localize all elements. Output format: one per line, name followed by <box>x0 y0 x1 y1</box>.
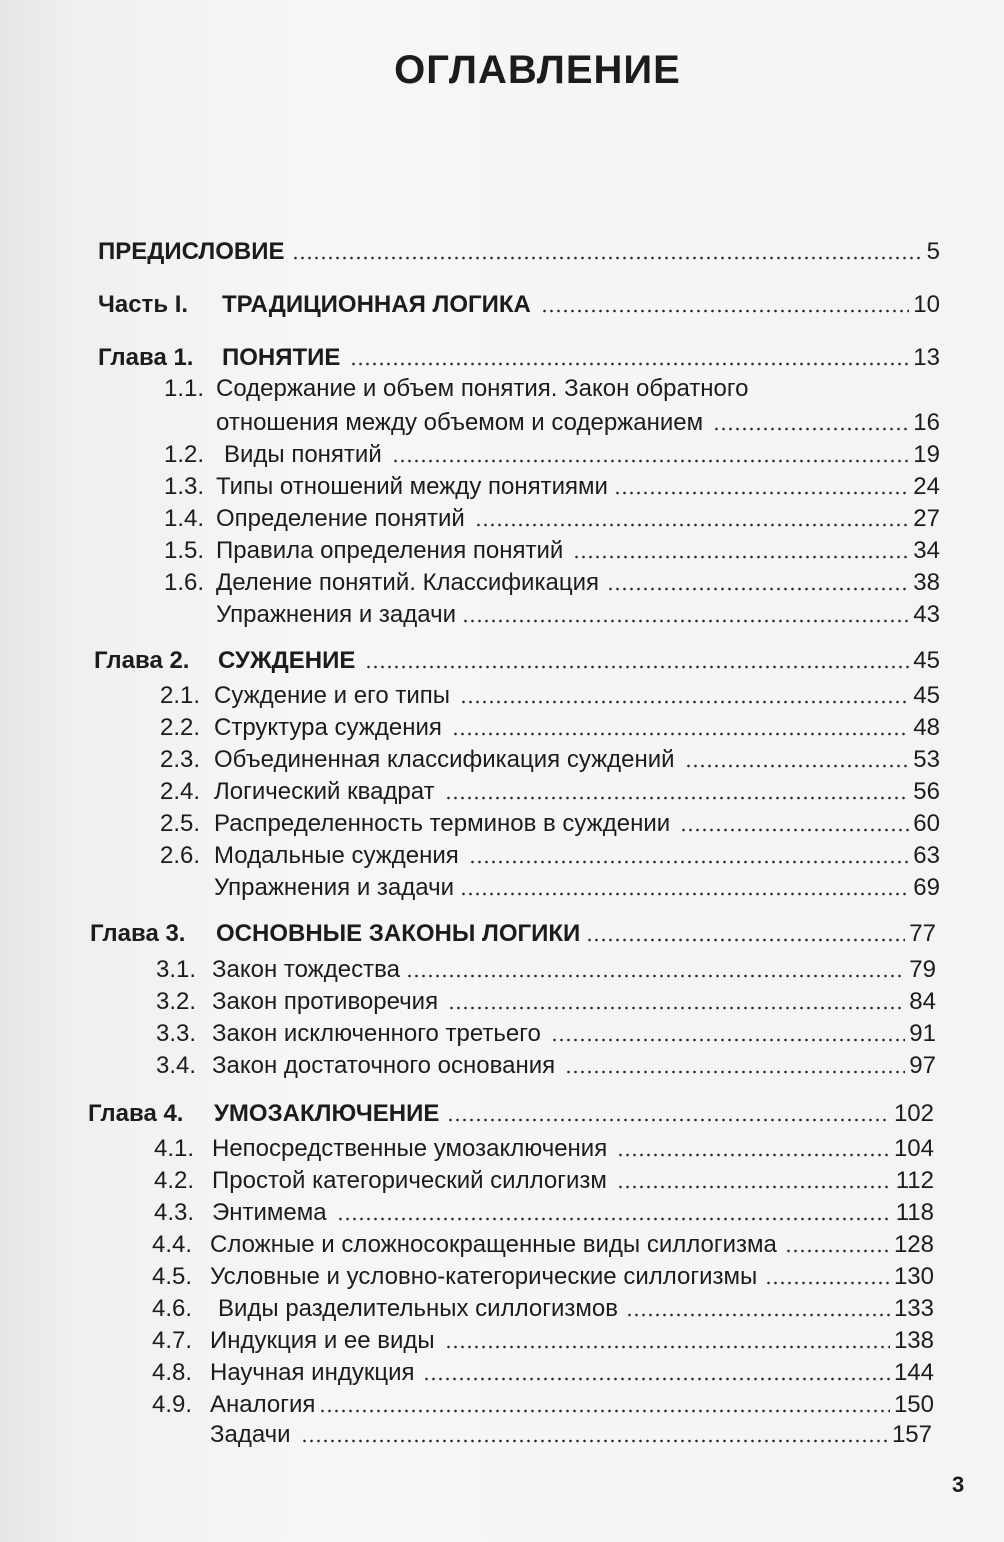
toc-entry-number: 2.2. <box>160 714 201 741</box>
toc-entry-page: 133 <box>893 1295 934 1322</box>
dot-leader <box>680 828 909 832</box>
toc-entry-page: 79 <box>909 956 936 983</box>
toc-entry-title: Простой категорический силлогизм <box>212 1167 607 1194</box>
toc-entry[interactable] <box>0 1417 932 1449</box>
toc-entry-title: Закон исключенного третьего <box>212 1020 541 1047</box>
toc-entry-title: Непосредственные умозаключения <box>212 1135 608 1162</box>
toc-entry[interactable] <box>0 375 940 437</box>
toc-entry-number: 4.5. <box>152 1263 193 1290</box>
toc-entry[interactable] <box>0 437 940 469</box>
toc-entry-page: 34 <box>913 537 940 564</box>
toc-entry-page: 138 <box>893 1327 934 1354</box>
dot-leader <box>337 1217 892 1221</box>
toc-entry[interactable] <box>0 806 940 838</box>
toc-entry-page: 56 <box>913 778 940 805</box>
toc-entry[interactable] <box>0 678 940 710</box>
dot-leader <box>460 892 909 896</box>
dot-leader <box>301 1439 888 1443</box>
toc-entry-number: 4.1. <box>154 1135 195 1162</box>
dot-leader <box>685 764 910 768</box>
dot-leader <box>365 665 909 669</box>
toc-entry-number: Глава 1. <box>98 344 194 371</box>
toc-entry-page: 150 <box>893 1391 934 1418</box>
toc-entry-title: ПОНЯТИЕ <box>222 344 341 371</box>
toc-entry-page: 48 <box>913 714 940 741</box>
toc-entry[interactable] <box>0 984 936 1016</box>
dot-leader <box>462 619 909 623</box>
toc-entry-number: Глава 2. <box>94 647 190 674</box>
toc-entry[interactable] <box>0 1163 934 1195</box>
toc-entry[interactable] <box>0 1259 934 1291</box>
toc-entry[interactable] <box>0 710 940 742</box>
dot-leader <box>785 1249 890 1253</box>
toc-entry-title: Задачи <box>210 1421 291 1448</box>
toc-entry-page: 104 <box>893 1135 934 1162</box>
toc-entry-page: 102 <box>893 1100 934 1127</box>
dot-leader <box>423 1377 890 1381</box>
toc-entry-number: 2.1. <box>160 682 201 709</box>
toc-entry-number: 4.6. <box>152 1295 193 1322</box>
toc-entry-title: Содержание и объем понятия. Закон обратного <box>216 375 749 402</box>
toc-entry-number: 2.3. <box>160 746 201 773</box>
dot-leader <box>406 974 905 978</box>
toc-entry-page: 77 <box>909 920 936 947</box>
toc-entry-page: 24 <box>913 473 940 500</box>
toc-entry-title: Сложные и сложносокращенные виды силлогизма <box>210 1231 777 1258</box>
toc-entry[interactable] <box>0 340 940 372</box>
toc-entry-page: 45 <box>913 647 940 674</box>
toc-entry[interactable] <box>0 952 936 984</box>
toc-entry-number: Глава 4. <box>88 1100 184 1127</box>
toc-entry-number: 2.4. <box>160 778 201 805</box>
toc-entry-number: Часть I. <box>98 291 189 318</box>
toc-entry-number: 4.7. <box>152 1327 193 1354</box>
toc-entry[interactable] <box>0 1323 934 1355</box>
toc-entry[interactable] <box>0 1096 934 1128</box>
toc-entry[interactable] <box>0 501 940 533</box>
toc-entry[interactable] <box>0 533 940 565</box>
toc-entry-number: 1.2. <box>164 441 205 468</box>
toc-entry-title: Суждение и его типы <box>214 682 450 709</box>
toc-entry[interactable] <box>0 742 940 774</box>
toc-entry[interactable] <box>0 1048 936 1080</box>
toc-entry[interactable] <box>0 774 940 806</box>
page-title: ОГЛАВЛЕНИЕ <box>394 48 681 92</box>
toc-entry[interactable] <box>0 1016 936 1048</box>
toc-entry[interactable] <box>0 287 940 319</box>
toc-entry[interactable] <box>0 1227 934 1259</box>
toc-entry-title: Аналогия <box>210 1391 316 1418</box>
dot-leader <box>765 1281 890 1285</box>
toc-entry-page: 43 <box>913 601 940 628</box>
toc-entry-number: 1.4. <box>164 505 205 532</box>
toc-entry-title: Структура суждения <box>214 714 442 741</box>
dot-leader <box>452 732 909 736</box>
toc-entry-page: 130 <box>893 1263 934 1290</box>
dot-leader <box>350 362 909 366</box>
dot-leader <box>445 796 910 800</box>
dot-leader <box>551 1038 906 1042</box>
toc-entry[interactable] <box>0 234 940 266</box>
dot-leader <box>617 1185 892 1189</box>
toc-entry-number: 1.5. <box>164 537 205 564</box>
toc-entry-page: 53 <box>913 746 940 773</box>
toc-entry-page: 118 <box>895 1199 934 1226</box>
toc-entry-title: Деление понятий. Классификация <box>216 569 599 596</box>
toc-entry-title: Условные и условно-категорические силлогизмы <box>210 1263 758 1290</box>
page-number: 3 <box>952 1472 965 1497</box>
toc-entry-title: Упражнения и задачи <box>216 601 456 628</box>
dot-leader <box>292 256 922 260</box>
toc-entry[interactable] <box>0 597 940 629</box>
dot-leader <box>475 523 909 527</box>
dot-leader <box>460 700 909 704</box>
toc-entry-number: 3.2. <box>156 988 197 1015</box>
toc-entry-title: Индукция и ее виды <box>210 1327 435 1354</box>
toc-entry-title: Упражнения и задачи <box>214 874 454 901</box>
toc-entry-number: 4.9. <box>152 1391 193 1418</box>
toc-entry-page: 157 <box>891 1421 932 1448</box>
toc-entry-page: 84 <box>909 988 936 1015</box>
dot-leader <box>469 860 910 864</box>
toc-entry-title: Виды понятий <box>224 441 382 468</box>
toc-entry-title-continued: отношения между объемом и содержанием <box>216 409 704 436</box>
dot-leader <box>392 459 910 463</box>
toc-entry-page: 45 <box>913 682 940 709</box>
toc-entry-page: 69 <box>913 874 940 901</box>
dot-leader <box>607 587 909 591</box>
toc-entry-page: 27 <box>913 505 940 532</box>
toc-entry[interactable] <box>0 870 940 902</box>
toc-entry[interactable] <box>0 838 940 870</box>
toc-entry-page: 5 <box>926 238 940 265</box>
toc-entry-title: Распределенность терминов в суждении <box>214 810 671 837</box>
toc-entry-title: ТРАДИЦИОННАЯ ЛОГИКА <box>222 291 531 318</box>
dot-leader <box>586 938 905 942</box>
toc-entry-page: 91 <box>909 1020 936 1047</box>
toc-entry-number: 4.2. <box>154 1167 195 1194</box>
toc-entry[interactable] <box>0 469 940 501</box>
dot-leader <box>448 1006 905 1010</box>
toc-entry-number: 3.1. <box>156 956 197 983</box>
toc-entry-page: 60 <box>913 810 940 837</box>
toc-entry-number: 3.3. <box>156 1020 197 1047</box>
toc-entry-page: 63 <box>913 842 940 869</box>
toc-entry-number: 3.4. <box>156 1052 197 1079</box>
toc-entry-page: 38 <box>913 569 940 596</box>
toc-entry-page: 13 <box>913 344 940 371</box>
toc-entry-number: 2.5. <box>160 810 201 837</box>
toc-entry-number: 1.6. <box>164 569 205 596</box>
toc-entry[interactable] <box>0 1195 934 1227</box>
toc-entry-number: 4.3. <box>154 1199 195 1226</box>
toc-entry-title: СУЖДЕНИЕ <box>218 647 356 674</box>
dot-leader <box>617 1153 890 1157</box>
toc-entry-title: Научная индукция <box>210 1359 415 1386</box>
toc-entry-title: Закон достаточного основания <box>212 1052 556 1079</box>
toc-entry[interactable] <box>0 643 940 675</box>
toc-entry-title: Типы отношений между понятиями <box>216 473 608 500</box>
toc-entry-page: 97 <box>909 1052 936 1079</box>
toc-entry[interactable] <box>0 565 940 597</box>
toc-entry-title: Объединенная классификация суждений <box>214 746 675 773</box>
toc-entry-page: 10 <box>913 291 940 318</box>
toc-entry-number: 2.6. <box>160 842 201 869</box>
toc-entry[interactable] <box>0 916 936 948</box>
toc-entry-title: ОСНОВНЫЕ ЗАКОНЫ ЛОГИКИ <box>216 920 581 947</box>
toc-entry-number: 1.3. <box>164 473 205 500</box>
dot-leader <box>445 1345 890 1349</box>
toc-entry-number: Глава 3. <box>90 920 186 947</box>
dot-leader <box>573 555 909 559</box>
toc-entry-title: Правила определения понятий <box>216 537 564 564</box>
toc-entry[interactable] <box>0 1291 934 1323</box>
toc-entry-page: 112 <box>895 1167 934 1194</box>
toc-entry-title: Виды разделительных силлогизмов <box>218 1295 618 1322</box>
dot-leader <box>319 1409 890 1413</box>
toc-entry-page: 19 <box>913 441 940 468</box>
toc-entry-number: 4.8. <box>152 1359 193 1386</box>
toc-entry-title: Закон противоречия <box>212 988 439 1015</box>
toc-entry-title: Энтимема <box>212 1199 327 1226</box>
toc-entry-title: ПРЕДИСЛОВИЕ <box>98 238 285 265</box>
dot-leader <box>713 427 909 431</box>
dot-leader <box>447 1118 890 1122</box>
toc-entry[interactable] <box>0 1355 934 1387</box>
toc-entry-number: 1.1. <box>164 375 205 402</box>
dot-leader <box>541 309 909 313</box>
toc-entry-page: 16 <box>913 409 940 436</box>
toc-entry-title: Логический квадрат <box>214 778 435 805</box>
toc-entry-title: УМОЗАКЛЮЧЕНИЕ <box>214 1100 440 1127</box>
toc-entry-number: 4.4. <box>152 1231 193 1258</box>
toc-entry[interactable] <box>0 1131 934 1163</box>
dot-leader <box>626 1313 890 1317</box>
toc-entry-title: Модальные суждения <box>214 842 459 869</box>
dot-leader <box>614 491 909 495</box>
toc-entry-title: Определение понятий <box>216 505 465 532</box>
toc-entry-title: Закон тождества <box>212 956 400 983</box>
toc-entry[interactable] <box>0 1387 934 1419</box>
toc-entry-page: 144 <box>893 1359 934 1386</box>
dot-leader <box>565 1070 905 1074</box>
toc-entry-page: 128 <box>893 1231 934 1258</box>
